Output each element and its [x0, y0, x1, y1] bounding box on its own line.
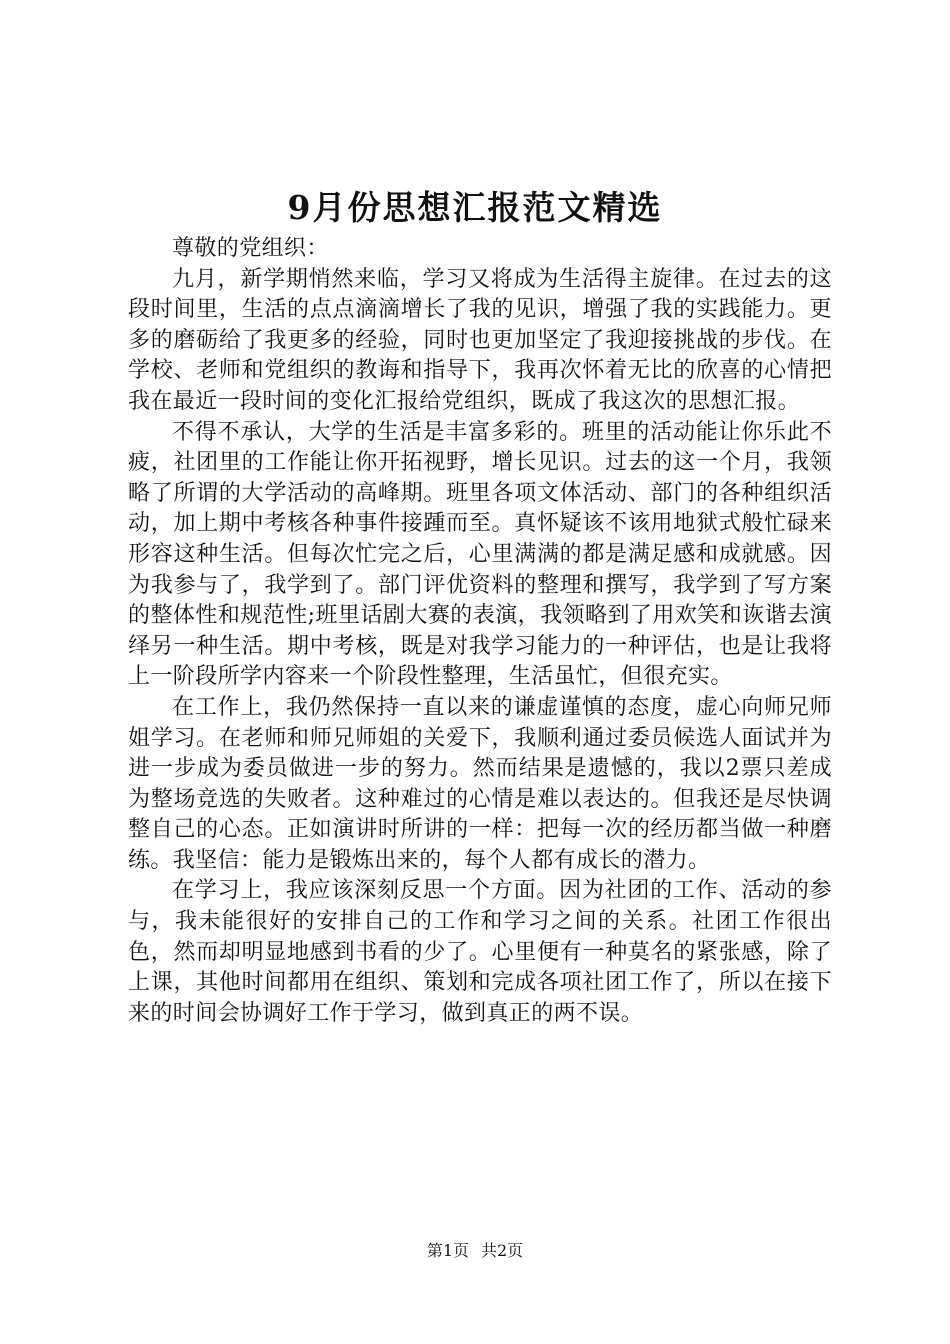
document-body [128, 234, 832, 1029]
document-title: 9月份思想汇报范文精选 [287, 188, 663, 227]
paragraph-2: 不得不承认，大学的生活是丰富多彩的。班里的活动能让你乐此不疲，社团里的工作能让你开拓视野，增长见识。过去的这一个月，我领略了所谓的大学活动的高峰期。班里各项文体活动、部门的各种组织活动，加上期中考核各种事件接踵而至。真怀疑该不该用地狱式般忙碌来形容这种生活。但每次忙完之后，心里满满的都是满足感和成就感。因为我参与了，我学到了。部门评优资料的整理和撰写，我学到了写方案的整体性和规范性;班里话剧大赛的表演，我领略到了用欢笑和诙谐去演绎另一种生活。期中考核，既是对我学习能力的一种评估，也是让我将上一阶段所学内容来一个阶段性整理，生活虽忙，但很充实。 [128, 419, 832, 690]
salutation: 尊敬的党组织： [172, 236, 329, 261]
page-number-current: 第1页 [426, 1241, 469, 1260]
paragraph-4: 在学习上，我应该深刻反思一个方面。因为社团的工作、活动的参与，我未能很好的安排自己的工作和学习之间的关系。社团工作很出色，然而却明显地感到书看的少了。心里便有一种莫名的紧张感，除了上课，其他时间都用在组织、策划和完成各项社团工作了，所以在接下来的时间会协调好工作于学习，做到真正的两不误。 [128, 878, 832, 1026]
paragraph-1: 九月，新学期悄然来临，学习又将成为生活得主旋律。在过去的这段时间里，生活的点点滴滴增长了我的见识，增强了我的实践能力。更多的磨砺给了我更多的经验，同时也更加坚定了我迎接挑战的步伐。在学校、老师和党组织的教诲和指导下，我再次怀着无比的欣喜的心情把我在最近一段时间的变化汇报给党组织，既成了我这次的思想汇报。 [128, 266, 832, 414]
page-number-total: 共2页 [481, 1241, 524, 1260]
paragraph-3: 在工作上，我仍然保持一直以来的谦虚谨慎的态度，虚心向师兄师姐学习。在老师和师兄师姐的关爱下，我顺利通过委员候选人面试并为进一步成为委员做进一步的努力。然而结果是遗憾的，我以2票只差成为整场竞选的失败者。这种难过的心情是难以表达的。但我还是尽快调整自己的心态。正如演讲时所讲的一样：把每一次的经历都当做一种磨练。我坚信：能力是锻炼出来的，每个人都有成长的潜力。 [128, 694, 832, 873]
page-footer [0, 1240, 950, 1262]
